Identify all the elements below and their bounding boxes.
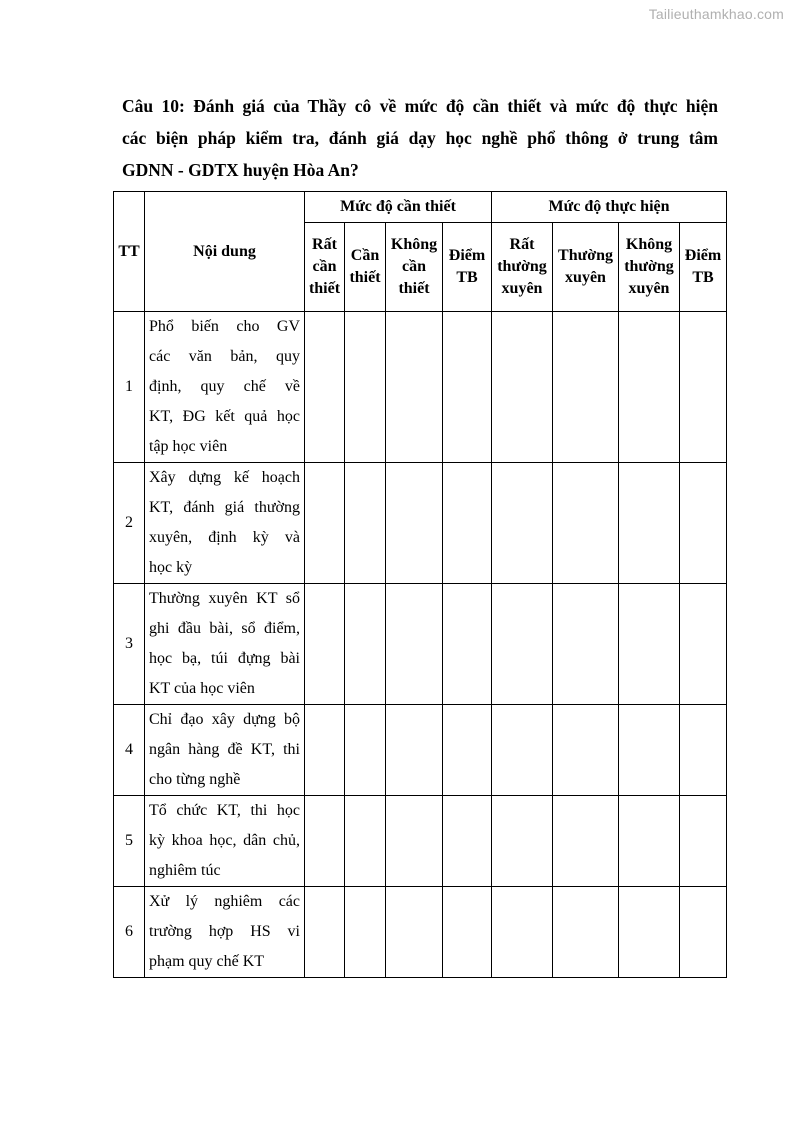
- rating-cell[interactable]: [305, 796, 345, 887]
- question-line: GDNN - GDTX huyện Hòa An?: [122, 160, 359, 180]
- header-group-necessity: Mức độ cần thiết: [305, 192, 492, 223]
- rating-cell[interactable]: [443, 463, 492, 584]
- rating-cell[interactable]: [345, 796, 386, 887]
- row-number: 1: [114, 312, 145, 463]
- row-content-line: trường hợp HS vi: [149, 923, 300, 940]
- row-content-line: Xây dựng kế hoạch: [149, 469, 300, 486]
- rating-cell[interactable]: [680, 584, 727, 705]
- row-content-line: nghiêm túc: [149, 862, 221, 879]
- row-content: [145, 887, 305, 978]
- row-content-line: cho từng nghề: [149, 771, 241, 788]
- row-content: [145, 312, 305, 463]
- rating-cell[interactable]: [680, 312, 727, 463]
- rating-cell[interactable]: [553, 887, 619, 978]
- row-content-line: ngân hàng đề KT, thi: [149, 741, 300, 758]
- rating-cell[interactable]: [345, 584, 386, 705]
- rating-cell[interactable]: [619, 463, 680, 584]
- row-content-line: KT, ĐG kết quả học: [149, 408, 300, 425]
- row-number: 4: [114, 705, 145, 796]
- rating-cell[interactable]: [553, 796, 619, 887]
- row-content-line: kỳ khoa học, dân chủ,: [149, 832, 300, 849]
- row-content-line: xuyên, định kỳ và: [149, 529, 300, 546]
- rating-cell[interactable]: [492, 584, 553, 705]
- header-avg-implementation: Điểm TB: [680, 223, 727, 312]
- row-content-line: các văn bản, quy: [149, 348, 300, 365]
- header-avg-necessity: Điểm TB: [443, 223, 492, 312]
- watermark: Tailieuthamkhao.com: [648, 6, 784, 22]
- row-content-line: tập học viên: [149, 438, 228, 455]
- rating-cell[interactable]: [492, 796, 553, 887]
- table-row: [114, 887, 727, 978]
- question-line: các biện pháp kiểm tra, đánh giá dạy học nghề phổ thông ở trung tâm: [122, 128, 718, 148]
- row-content-line: ghi đầu bài, sổ điểm,: [149, 620, 300, 637]
- rating-cell[interactable]: [619, 887, 680, 978]
- table-row: [114, 463, 727, 584]
- rating-cell[interactable]: [553, 584, 619, 705]
- rating-cell[interactable]: [443, 705, 492, 796]
- rating-cell[interactable]: [680, 705, 727, 796]
- row-content-line: KT của học viên: [149, 680, 255, 697]
- rating-cell[interactable]: [619, 584, 680, 705]
- row-content: [145, 463, 305, 584]
- table-row: [114, 312, 727, 463]
- rating-cell[interactable]: [305, 887, 345, 978]
- row-content-line: Phổ biến cho GV: [149, 318, 300, 335]
- row-content-line: Thường xuyên KT sổ: [149, 590, 300, 607]
- rating-cell[interactable]: [680, 887, 727, 978]
- rating-cell[interactable]: [386, 584, 443, 705]
- row-content: [145, 584, 305, 705]
- header-not-frequent: Không thường xuyên: [619, 223, 680, 312]
- rating-cell[interactable]: [492, 887, 553, 978]
- row-number: 6: [114, 887, 145, 978]
- row-content-line: phạm quy chế KT: [149, 953, 265, 970]
- rating-cell[interactable]: [386, 887, 443, 978]
- rating-cell[interactable]: [680, 796, 727, 887]
- table-row: [114, 796, 727, 887]
- rating-cell[interactable]: [619, 796, 680, 887]
- rating-cell[interactable]: [345, 312, 386, 463]
- rating-cell[interactable]: [443, 584, 492, 705]
- header-frequent: Thường xuyên: [553, 223, 619, 312]
- table-row: [114, 584, 727, 705]
- rating-cell[interactable]: [386, 705, 443, 796]
- row-content-line: Chỉ đạo xây dựng bộ: [149, 711, 300, 728]
- header-necessary: Cần thiết: [345, 223, 386, 312]
- table-row: [114, 705, 727, 796]
- rating-cell[interactable]: [553, 705, 619, 796]
- rating-cell[interactable]: [386, 796, 443, 887]
- rating-cell[interactable]: [492, 312, 553, 463]
- rating-cell[interactable]: [345, 705, 386, 796]
- header-group-implementation: Mức độ thực hiện: [492, 192, 727, 223]
- question-line: Câu 10: Đánh giá của Thầy cô về mức độ cần thiết và mức độ thực hiện: [122, 96, 718, 116]
- row-content-line: Xử lý nghiêm các: [149, 893, 300, 910]
- rating-cell[interactable]: [680, 463, 727, 584]
- header-content: Nội dung: [145, 192, 305, 312]
- rating-cell[interactable]: [443, 796, 492, 887]
- rating-cell[interactable]: [305, 463, 345, 584]
- rating-cell[interactable]: [492, 705, 553, 796]
- header-very-necessary: Rất cần thiết: [305, 223, 345, 312]
- rating-cell[interactable]: [619, 312, 680, 463]
- row-number: 2: [114, 463, 145, 584]
- row-content-line: học kỳ: [149, 559, 193, 576]
- rating-cell[interactable]: [345, 463, 386, 584]
- row-number: 3: [114, 584, 145, 705]
- rating-cell[interactable]: [619, 705, 680, 796]
- row-number: 5: [114, 796, 145, 887]
- rating-cell[interactable]: [553, 463, 619, 584]
- row-content-line: định, quy chế về: [149, 378, 300, 395]
- rating-cell[interactable]: [386, 312, 443, 463]
- rating-cell[interactable]: [305, 312, 345, 463]
- header-tt: TT: [114, 192, 145, 312]
- rating-cell[interactable]: [443, 312, 492, 463]
- rating-cell[interactable]: [305, 705, 345, 796]
- header-very-frequent: Rất thường xuyên: [492, 223, 553, 312]
- rating-cell[interactable]: [553, 312, 619, 463]
- row-content-line: KT, đánh giá thường: [149, 499, 300, 516]
- survey-table: [113, 191, 727, 978]
- row-content-line: học bạ, túi đựng bài: [149, 650, 300, 667]
- rating-cell[interactable]: [386, 463, 443, 584]
- rating-cell[interactable]: [305, 584, 345, 705]
- header-not-necessary: Không cần thiết: [386, 223, 443, 312]
- row-content: [145, 796, 305, 887]
- row-content-line: Tổ chức KT, thi học: [149, 802, 300, 819]
- row-content: [145, 705, 305, 796]
- rating-cell[interactable]: [443, 887, 492, 978]
- rating-cell[interactable]: [345, 887, 386, 978]
- question-text: [122, 90, 718, 186]
- rating-cell[interactable]: [492, 463, 553, 584]
